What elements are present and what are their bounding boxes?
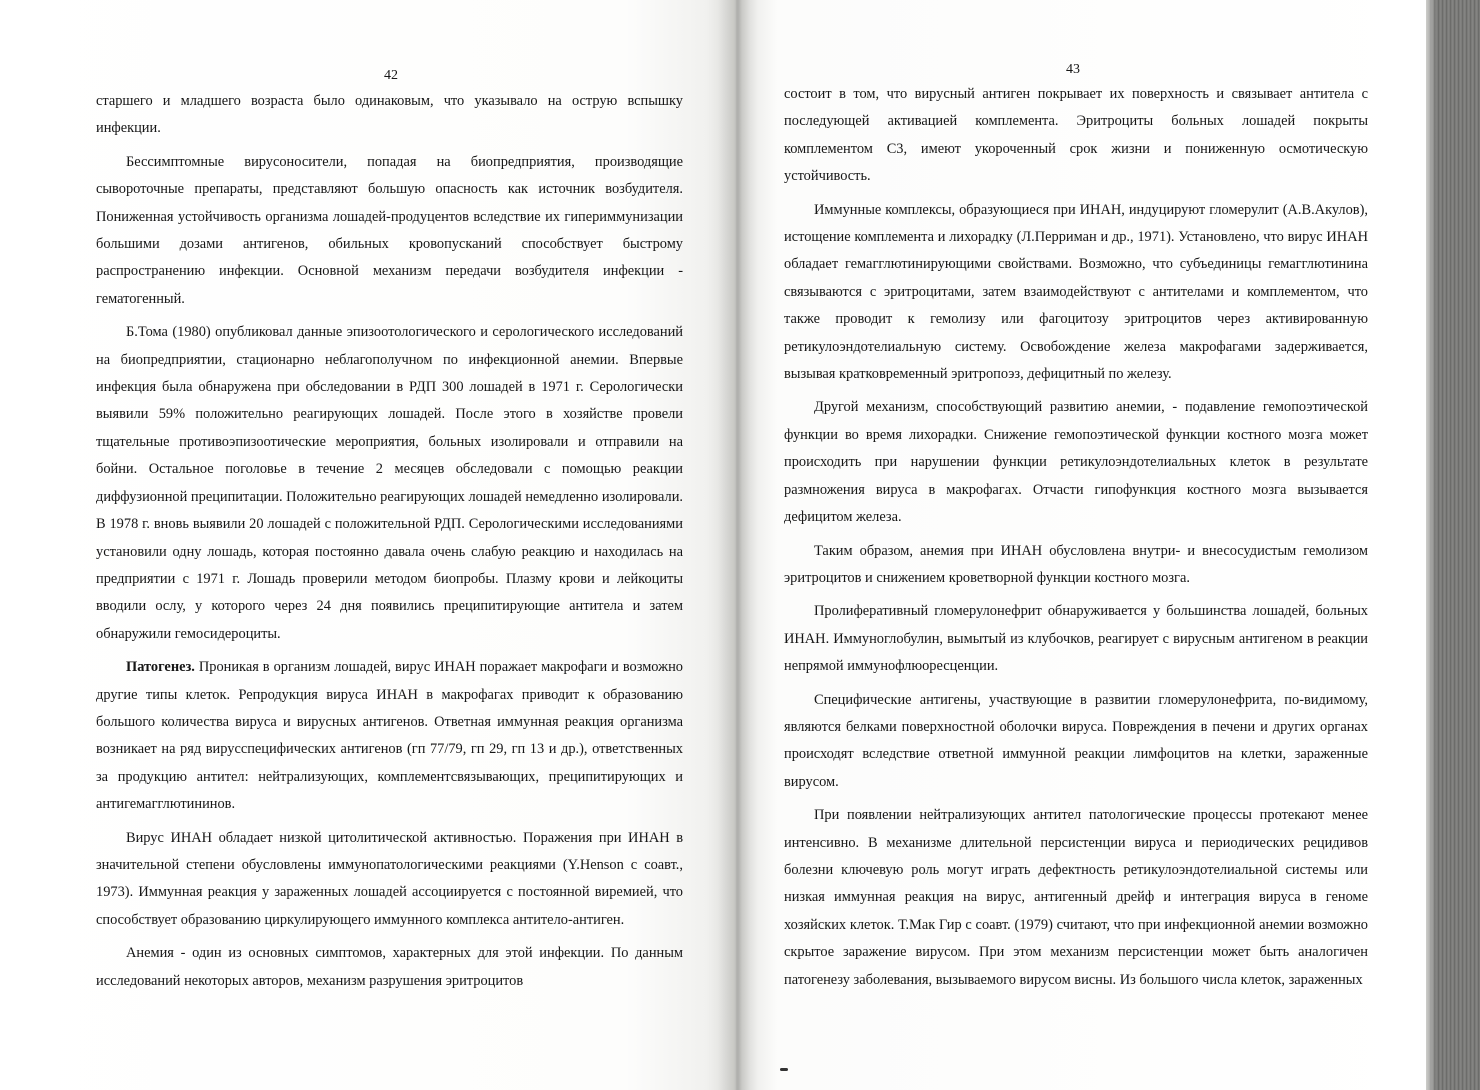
paragraph: Пролиферативный гломерулонефрит обнаруживается у большинства лошадей, больных ИНАН. Иммуноглобулин, вымытый из клубочков, реагирует с вирусным антигеном в реакции непрямой иммунофлюоресценции. bbox=[784, 603, 1368, 675]
paragraph: старшего и младшего возраста было одинаковым, что указывало на острую вспышку инфекции. bbox=[96, 93, 683, 137]
right-page-body bbox=[784, 81, 1368, 994]
left-page-body bbox=[96, 88, 683, 995]
paragraph: Иммунные комплексы, образующиеся при ИНАН, индуцируют гломерулит (А.В.Акулов), истощение комплемента и лихорадку (Л.Перриман и др., 1971). Установлено, что вирус ИНАН обладает гемагглютинирующими свойствами. Возможно, что субъединицы гемагглютинина связываются с эритроцитами, затем взаимодействуют с антителами и комплементом, что также проводит к гемолизу или фагоцитозу эритроцитов через активированную ретикулоэндотелиальную систему. Освобождение железа макрофагами задерживается, вызывая кратковременный эритропоэз, дефицитный по железу. bbox=[784, 201, 1368, 383]
paragraph: Таким образом, анемия при ИНАН обусловлена внутри- и внесосудистым гемолизом эритроцитов и снижением кроветворной функции костного мозга. bbox=[784, 542, 1368, 586]
paragraph-text: Проникая в организм лошадей, вирус ИНАН поражает макрофаги и возможно другие типы клеток. Репродукция вируса ИНАН в макрофагах приводит к образованию большого количества вируса и вирусных антигенов. Ответная иммунная реакция организма возникает на ряд вирусспецифических антигенов (гп 77/79, гп 29, гп 13 и др.), ответственных за продукцию антител: нейтрализующих, комплементсвязывающих, преципитирующих и антигемагглютининов. bbox=[96, 659, 683, 813]
left-page bbox=[0, 0, 736, 1090]
paragraph: Вирус ИНАН обладает низкой цитолитической активностью. Поражения при ИНАН в значительной степени обусловлены иммунопатологическими реакциями (Y.Henson с соавт., 1973). Иммунная реакция у зараженных лошадей ассоциируется с постоянной виремией, что способствует образованию циркулирующего иммунного комплекса антитело-антиген. bbox=[96, 829, 683, 928]
paragraph: состоит в том, что вирусный антиген покрывает их поверхность и связывает антитела с последующей активацией комплемента. Эритроциты больных лошадей покрыты комплементом С3, имеют укороченный срок жизни и пониженную осмотическую устойчивость. bbox=[784, 86, 1368, 185]
section-heading-pathogenesis: Патогенез. bbox=[126, 659, 195, 676]
paragraph: Бессимптомные вирусоносители, попадая на биопредприятия, производящие сывороточные препараты, представляют большую опасность как источник возбудителя. Пониженная устойчивость организма лошадей-продуцентов вследствие их гипериммунизации большими дозами антигенов, обильных кровопусканий способствует быстрому распространению инфекции. Основной механизм передачи возбудителя инфекции - гематогенный. bbox=[96, 153, 683, 307]
paragraph: Специфические антигены, участвующие в развитии гломерулонефрита, по-видимому, являются белками поверхностной оболочки вируса. Повреждения в печени и других органах происходят вследствие ответной иммунной реакции лимфоцитов на клетки, зараженные вирусом. bbox=[784, 691, 1368, 790]
page-number-right: 43 bbox=[1066, 62, 1080, 77]
page-stack-edge bbox=[1426, 0, 1480, 1090]
paragraph: Б.Тома (1980) опубликовал данные эпизоотологического и серологического исследований на биопредприятии, стационарно неблагополучном по инфекционной анемии. Впервые инфекция была обнаружена при обследовании в РДП 300 лошадей в 1971 г. Серологически выявили 59% положительно реагирующих лошадей. После этого в хозяйстве провели тщательные противоэпизоотические мероприятия, больных изолировали и отправили на бойни. Остальное поголовье в течение 2 месяцев обследовали с помощью реакции диффузионной преципитации. Положительно реагирующих лошадей немедленно изолировали. В 1978 г. вновь выявили 20 лошадей с положительной РДП. Серологическими исследованиями установили одну лошадь, которая постоянно давала очень слабую реакцию и находилась на предприятии с 1971 г. Лошадь проверили методом биопробы. Плазму крови и лейкоциты вводили ослу, у которого через 24 дня появились преципитирующие антитела и затем обнаружили гемосидероциты. bbox=[96, 324, 683, 642]
right-page bbox=[736, 0, 1426, 1090]
book-gutter bbox=[718, 0, 758, 1090]
paragraph: Другой механизм, способствующий развитию анемии, - подавление гемопоэтической функции во время лихорадки. Снижение гемопоэтической функции костного мозга может происходить при нарушении функции ретикулоэндотелиальных клеток в результате размножения вируса в макрофагах. Отчасти гипофункция костного мозга вызывается дефицитом железа. bbox=[784, 399, 1368, 526]
paragraph: При появлении нейтрализующих антител патологические процессы протекают менее интенсивно. В механизме длительной персистенции вируса и периодических рецидивов болезни ключевую роль могут играть дефектность ретикулоэндотелиальной системы или низкая иммунная реакция на вирус, антигенный дрейф и интеграция вируса в геноме хозяйских клеток. Т.Мак Гир с соавт. (1979) считают, что при инфекционной анемии возможно скрытое заражение вирусом. При этом механизм персистенции может быть аналогичен патогенезу заболевания, вызываемого вирусом висны. Из большого числа клеток, зараженных bbox=[784, 807, 1368, 988]
scan-speck bbox=[780, 1068, 788, 1071]
page-number-left: 42 bbox=[384, 68, 398, 83]
paragraph bbox=[96, 654, 683, 818]
paragraph: Анемия - один из основных симптомов, характерных для этой инфекции. По данным исследований некоторых авторов, механизм разрушения эритроцитов bbox=[96, 945, 683, 989]
